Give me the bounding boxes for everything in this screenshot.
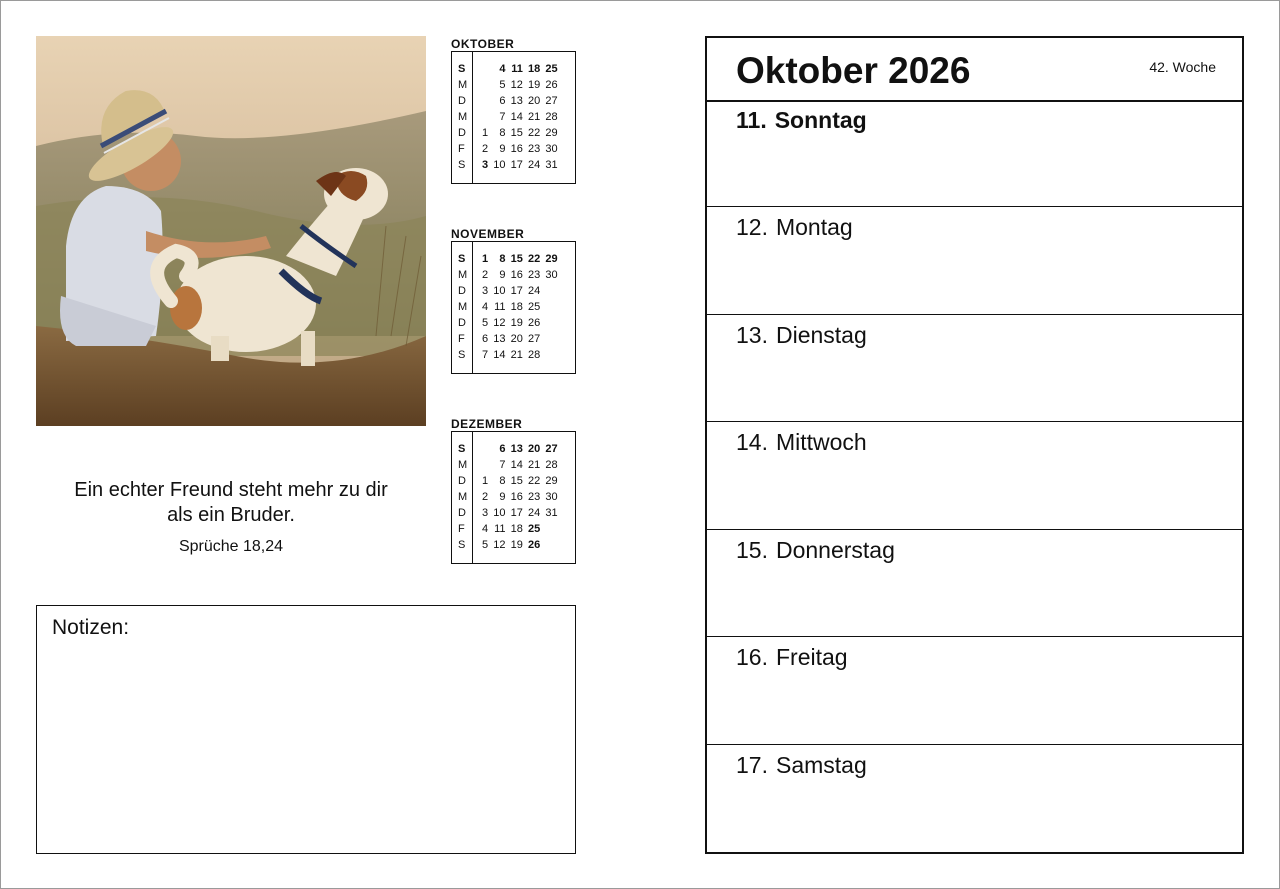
- quote-source: Sprüche 18,24: [178, 538, 284, 555]
- mini-calendar-day: 24: [527, 507, 541, 519]
- mini-calendar-row: [452, 521, 575, 537]
- mini-calendar-day: 24: [527, 285, 541, 297]
- day-name: Montag: [775, 214, 853, 241]
- mini-calendar-day: 1: [482, 253, 489, 265]
- mini-calendar-day: 12: [493, 539, 506, 551]
- weekday-letter: M: [458, 301, 468, 313]
- mini-calendar-day: [558, 473, 575, 489]
- mini-calendar-day: 21: [527, 111, 541, 123]
- mini-calendar-day: 20: [527, 443, 541, 455]
- mini-calendar-day: 22: [527, 127, 541, 139]
- mini-calendar-day: [558, 441, 575, 457]
- mini-calendar-day: 17: [510, 285, 523, 297]
- mini-calendar-row: [452, 61, 575, 77]
- mini-calendar-day: 23: [527, 491, 541, 503]
- mini-calendar-day: [471, 457, 488, 473]
- day-number: 11.: [736, 107, 767, 133]
- mini-calendar-day: 11: [511, 63, 523, 75]
- mini-calendar-day: 13: [510, 443, 523, 455]
- weekday-letter: D: [458, 127, 466, 139]
- boy-with-dog-photo: [36, 36, 426, 426]
- mini-calendar-day: 15: [510, 127, 523, 139]
- day-label: [736, 214, 853, 241]
- day-label: [736, 537, 895, 564]
- day-row[interactable]: [707, 745, 1242, 852]
- mini-calendar-day: 27: [527, 333, 541, 345]
- mini-calendar-day: 10: [493, 285, 506, 297]
- mini-calendar-day: 7: [499, 111, 506, 123]
- mini-calendar-title: OKTOBER: [451, 37, 515, 51]
- mini-calendar-day: 28: [545, 111, 558, 123]
- mini-calendar-day: 8: [499, 253, 506, 265]
- mini-calendar-november: [451, 227, 576, 374]
- mini-calendar-row: [452, 157, 575, 173]
- day-row[interactable]: [707, 100, 1242, 207]
- mini-calendar-day: 26: [527, 317, 541, 329]
- mini-calendar-day: [540, 331, 557, 347]
- mini-calendar-day: 18: [527, 63, 541, 75]
- mini-calendar-row: [452, 473, 575, 489]
- mini-calendar-day: 5: [482, 539, 489, 551]
- mini-calendar-row: [452, 489, 575, 505]
- mini-calendar-day: 19: [527, 79, 541, 91]
- weekday-letter: S: [458, 443, 466, 455]
- mini-calendar-day: 26: [527, 539, 541, 551]
- mini-calendar-day: [471, 109, 488, 125]
- mini-calendar-row: [452, 77, 575, 93]
- mini-calendar-title: DEZEMBER: [451, 417, 523, 431]
- mini-calendar-day: [558, 521, 575, 537]
- mini-calendar-day: 27: [545, 95, 558, 107]
- mini-calendar-day: 24: [527, 159, 541, 171]
- mini-calendar-row: [452, 299, 575, 315]
- mini-calendar-row: [452, 505, 575, 521]
- mini-calendar-day: 2: [482, 491, 489, 503]
- mini-calendar-day: [540, 299, 557, 315]
- mini-calendar-day: 29: [545, 253, 558, 265]
- mini-calendar-day: 13: [493, 333, 506, 345]
- mini-calendar-day: 16: [510, 269, 523, 281]
- mini-calendar-day: 4: [482, 301, 489, 313]
- mini-calendar-row: [452, 283, 575, 299]
- mini-calendar-day: [471, 61, 488, 77]
- mini-calendar-day: 4: [499, 63, 506, 75]
- day-row[interactable]: [707, 315, 1242, 422]
- mini-calendar-day: 1: [482, 127, 489, 139]
- mini-calendar-title: NOVEMBER: [451, 227, 525, 241]
- mini-calendar-day: 30: [545, 491, 558, 503]
- mini-calendar-day: 21: [510, 349, 523, 361]
- mini-calendar-day: 6: [499, 95, 506, 107]
- mini-calendar-day: 27: [545, 443, 558, 455]
- mini-calendar-day: 16: [510, 143, 523, 155]
- weekday-letter: M: [458, 459, 468, 471]
- day-number: 16.: [736, 644, 768, 671]
- weekday-letter: M: [458, 269, 468, 281]
- mini-calendar-day: 28: [527, 349, 541, 361]
- mini-calendar-day: [558, 537, 575, 553]
- mini-calendar-grid: [451, 51, 576, 184]
- mini-calendar-day: 11: [494, 301, 506, 313]
- mini-calendar-day: 23: [527, 143, 541, 155]
- mini-calendar-day: [558, 299, 575, 315]
- mini-calendar-day: [558, 267, 575, 283]
- day-name: Samstag: [775, 751, 867, 778]
- day-name: Dienstag: [775, 321, 867, 348]
- mini-calendar-row: [452, 331, 575, 347]
- mini-calendar-day: [558, 93, 575, 109]
- mini-calendar-day: [558, 347, 575, 363]
- mini-calendar-day: [540, 283, 557, 299]
- weekday-letter: S: [458, 349, 466, 361]
- day-name: Donnerstag: [775, 536, 895, 563]
- mini-calendar-grid: [451, 431, 576, 564]
- mini-calendar-day: 18: [510, 301, 523, 313]
- mini-calendar-day: 12: [510, 79, 523, 91]
- weekday-letter: D: [458, 507, 466, 519]
- week-number: 42. Woche: [1149, 59, 1216, 75]
- mini-calendar-row: [452, 93, 575, 109]
- mini-calendar-day: [558, 283, 575, 299]
- mini-calendar-day: [558, 77, 575, 93]
- mini-calendar-day: 14: [493, 349, 506, 361]
- mini-calendar-day: [558, 141, 575, 157]
- mini-calendar-day: 30: [545, 269, 558, 281]
- mini-calendar-day: 26: [545, 79, 558, 91]
- mini-calendar-row: [452, 315, 575, 331]
- mini-calendar-day: 3: [482, 507, 489, 519]
- mini-calendar-day: 9: [499, 269, 506, 281]
- day-label: [736, 322, 867, 349]
- mini-calendar-row: [452, 347, 575, 363]
- mini-calendar-day: 8: [499, 127, 506, 139]
- day-row[interactable]: [707, 422, 1242, 529]
- quote-text: Ein echter Freund steht mehr zu dir als ein Bruder.: [74, 479, 388, 526]
- mini-calendar-day: 5: [499, 79, 506, 91]
- mini-calendar-day: 18: [510, 523, 523, 535]
- mini-calendar-day: 14: [510, 111, 523, 123]
- mini-calendar-day: 25: [527, 523, 541, 535]
- mini-calendar-grid: [451, 241, 576, 374]
- mini-calendar-day: [558, 251, 575, 267]
- weekday-letter: D: [458, 475, 466, 487]
- mini-calendar-day: 17: [510, 159, 523, 171]
- bible-quote: [36, 478, 426, 556]
- mini-calendar-day: 16: [510, 491, 523, 503]
- weekday-letter: D: [458, 95, 466, 107]
- mini-calendar-day: 13: [510, 95, 523, 107]
- mini-calendar-day: 30: [545, 143, 558, 155]
- mini-calendar-day: [558, 331, 575, 347]
- day-name: Sonntag: [774, 107, 867, 133]
- mini-calendar-day: 28: [545, 459, 558, 471]
- mini-calendar-day: [540, 347, 557, 363]
- mini-calendar-day: 29: [545, 127, 558, 139]
- mini-calendar-day: [558, 157, 575, 173]
- weekday-letter: S: [458, 253, 466, 265]
- mini-calendar-day: [558, 109, 575, 125]
- mini-calendar-day: 20: [510, 333, 523, 345]
- mini-calendar-day: [471, 77, 488, 93]
- day-row[interactable]: [707, 637, 1242, 744]
- week-planner: [705, 36, 1244, 854]
- week-header: [707, 38, 1242, 102]
- weekday-letter: S: [458, 63, 466, 75]
- notes-label: Notizen:: [52, 616, 130, 639]
- mini-calendar-october: [451, 37, 576, 184]
- mini-calendar-day: 29: [545, 475, 558, 487]
- mini-calendar-day: 2: [482, 143, 489, 155]
- weekday-letter: D: [458, 317, 466, 329]
- day-number: 17.: [736, 751, 768, 778]
- mini-calendar-day: [558, 61, 575, 77]
- mini-calendar-day: 12: [493, 317, 506, 329]
- mini-calendar-day: 9: [499, 143, 506, 155]
- mini-calendar-day: 31: [545, 159, 558, 171]
- mini-calendar-row: [452, 251, 575, 267]
- mini-calendar-day: [558, 457, 575, 473]
- day-name: Mittwoch: [775, 429, 867, 456]
- weekday-letter: F: [458, 143, 465, 155]
- mini-calendar-day: 3: [482, 159, 489, 171]
- mini-calendar-day: [471, 93, 488, 109]
- mini-calendar-row: [452, 457, 575, 473]
- mini-calendar-day: 17: [510, 507, 523, 519]
- mini-calendar-day: 4: [482, 523, 489, 535]
- mini-calendar-day: 22: [527, 475, 541, 487]
- weekday-letter: F: [458, 523, 465, 535]
- mini-calendar-day: 15: [510, 253, 523, 265]
- weekday-letter: S: [458, 539, 466, 551]
- mini-calendar-row: [452, 441, 575, 457]
- mini-calendar-day: 23: [527, 269, 541, 281]
- mini-calendar-day: [540, 521, 557, 537]
- mini-calendar-day: 25: [527, 301, 541, 313]
- day-row[interactable]: [707, 207, 1242, 314]
- day-label: [736, 429, 867, 456]
- mini-calendar-day: 7: [482, 349, 489, 361]
- mini-calendar-day: 20: [527, 95, 541, 107]
- mini-calendar-day: 31: [545, 507, 558, 519]
- mini-calendar-day: [558, 315, 575, 331]
- mini-calendar-day: 8: [499, 475, 506, 487]
- day-label: [736, 644, 848, 671]
- mini-calendar-day: 22: [527, 253, 541, 265]
- mini-calendar-day: 9: [499, 491, 506, 503]
- day-number: 15.: [736, 536, 768, 563]
- weekday-letter: M: [458, 111, 468, 123]
- mini-calendar-day: [471, 441, 488, 457]
- mini-calendar-day: 11: [494, 523, 506, 535]
- mini-calendar-row: [452, 125, 575, 141]
- mini-calendar-december: [451, 417, 576, 564]
- mini-calendar-day: [558, 489, 575, 505]
- day-row[interactable]: [707, 530, 1242, 637]
- weekday-letter: S: [458, 159, 466, 171]
- day-label: [736, 107, 867, 134]
- day-number: 12.: [736, 214, 768, 241]
- mini-calendar-day: 2: [482, 269, 489, 281]
- mini-calendar-day: 25: [545, 63, 558, 75]
- mini-calendar-day: 10: [493, 159, 506, 171]
- mini-calendar-day: 6: [499, 443, 506, 455]
- mini-calendar-row: [452, 109, 575, 125]
- day-number: 14.: [736, 429, 768, 456]
- mini-calendar-row: [452, 267, 575, 283]
- mini-calendar-row: [452, 537, 575, 553]
- weekday-letter: M: [458, 79, 468, 91]
- notes-box[interactable]: [36, 605, 576, 854]
- mini-calendar-day: 1: [482, 475, 489, 487]
- mini-calendar-day: 19: [510, 317, 523, 329]
- mini-calendar-day: 6: [482, 333, 489, 345]
- mini-calendar-row: [452, 141, 575, 157]
- mini-calendar-day: 7: [499, 459, 506, 471]
- mini-calendar-day: 14: [510, 459, 523, 471]
- weekday-letter: F: [458, 333, 465, 345]
- day-name: Freitag: [775, 644, 848, 671]
- mini-calendar-day: [540, 315, 557, 331]
- weekday-letter: D: [458, 285, 466, 297]
- mini-calendar-day: 15: [510, 475, 523, 487]
- mini-calendar-day: 3: [482, 285, 489, 297]
- mini-calendar-day: [558, 125, 575, 141]
- day-number: 13.: [736, 321, 768, 348]
- mini-calendar-day: 5: [482, 317, 489, 329]
- mini-calendar-day: 10: [493, 507, 506, 519]
- mini-calendar-day: [558, 505, 575, 521]
- mini-calendar-day: 21: [527, 459, 541, 471]
- month-title: Oktober 2026: [736, 50, 971, 91]
- weekday-letter: M: [458, 491, 468, 503]
- mini-calendar-day: 19: [510, 539, 523, 551]
- mini-calendar-day: [540, 537, 557, 553]
- day-label: [736, 752, 867, 779]
